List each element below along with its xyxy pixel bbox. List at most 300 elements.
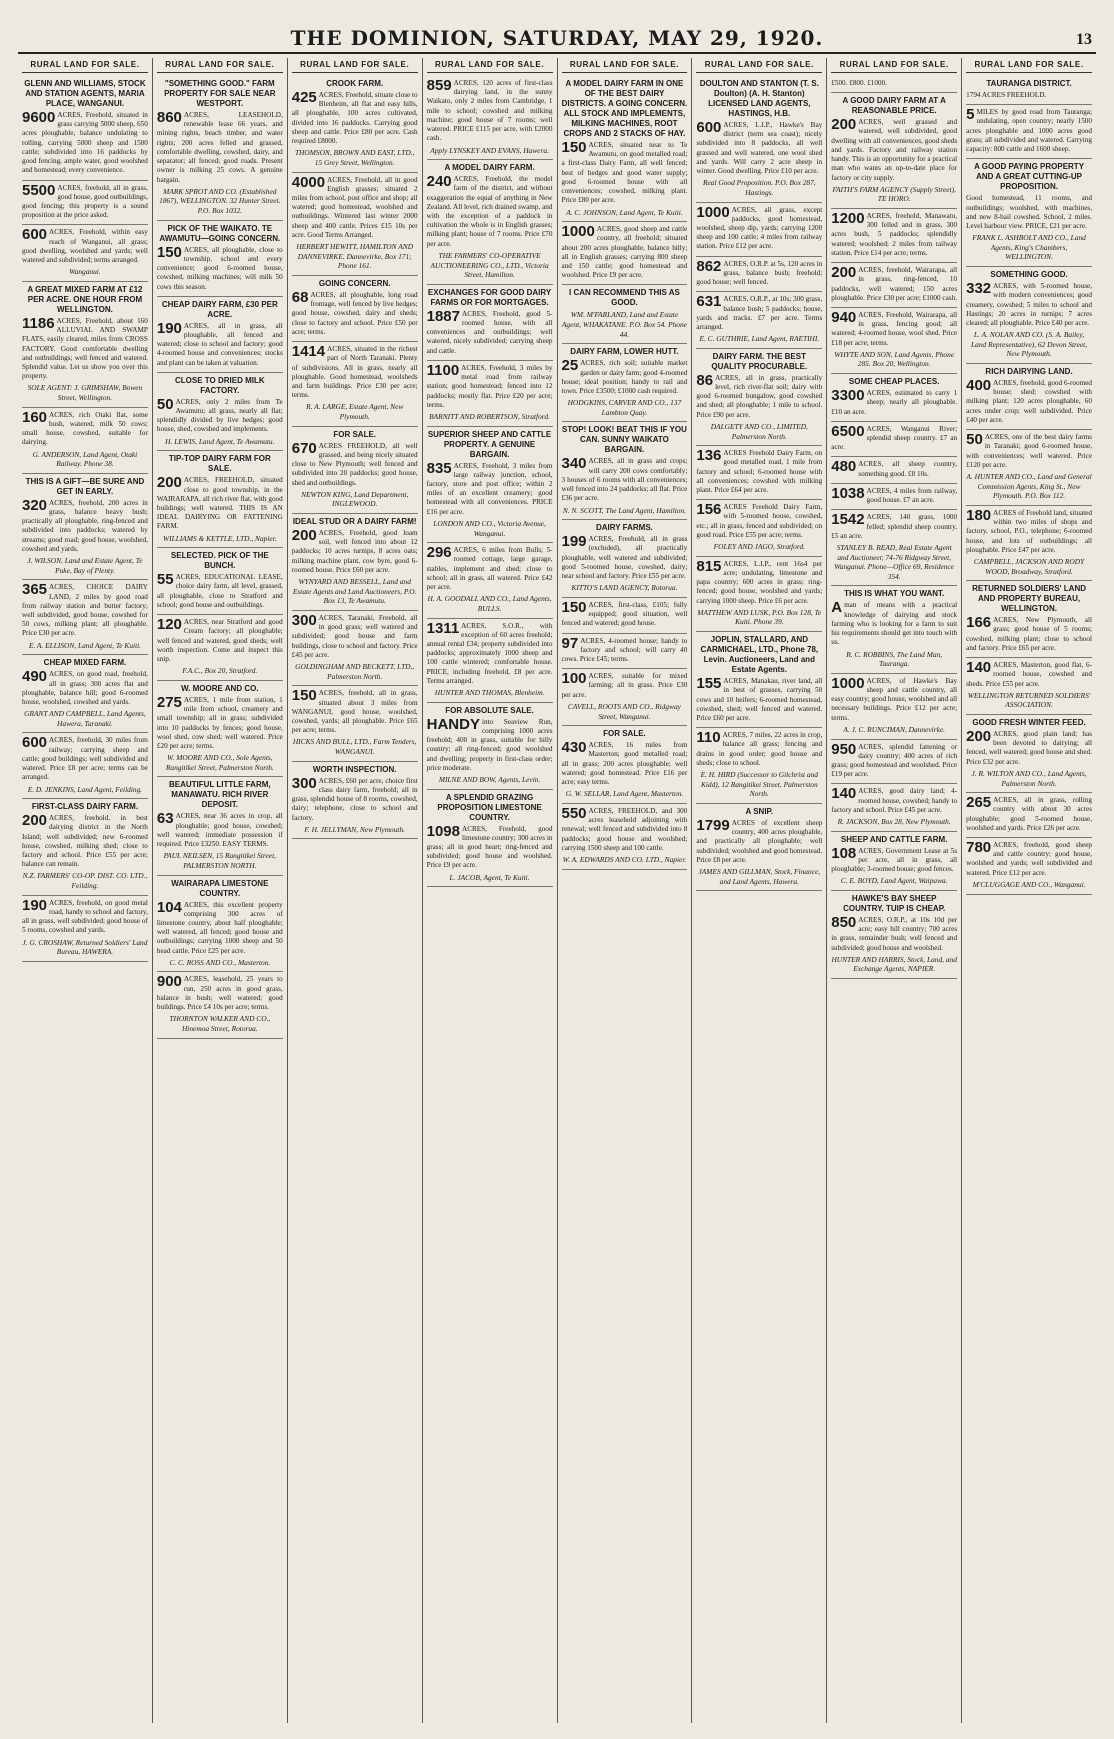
ad-body (966, 282, 1092, 328)
ad-lead-figure: 1414 (291, 343, 326, 361)
ad-lead-figure: 140 (831, 785, 857, 803)
ad-body (696, 449, 822, 495)
column-heading: RURAL LAND FOR SALE. (562, 58, 688, 73)
ad-text: ACRES, one of the best dairy farms in Taranaki; good 6-roomed house, with conveniences; well watered. Price £120 per acre. (966, 433, 1092, 469)
ad-agent: WYNYARD AND BESSELL, Land and Estate Agents and Land Auctioneers, P.O. Box 13, Te Awamutu. (292, 577, 417, 606)
ad-headline: GLENN AND WILLIAMS, STOCK AND STATION AGENTS, MARIA PLACE, WANGANUI. (24, 79, 146, 108)
ad-body (696, 677, 822, 723)
ad-body (696, 295, 822, 332)
ad-agent: WILLIAMS & KETTLE, LTD., Napier. (163, 533, 277, 543)
column-heading: RURAL LAND FOR SALE. (831, 58, 957, 73)
ad-text: ACRES, Freehold, good loam soil, well fenced into about 12 paddocks; 10 acres turnips, 8 acres oats; milking machine plant, cow byre, good 6-roomed house. Price £60 per acre. (291, 528, 418, 574)
ad-headline: IDEAL STUD OR A DAIRY FARM! (292, 516, 417, 526)
ad-text: ACRES, all in grass, all ploughable, all fenced and watered; close to school and factory; good 4-roomed house and conveniences; stocks and plant can be taken at valuation. (156, 321, 283, 367)
classified-ad (831, 457, 957, 483)
ad-text: ACRES, splendid fattening or dairy country; 400 acres of rich grass; good homestead and woolshed. Price £19 per acre. (831, 742, 958, 779)
ad-lead-figure: 365 (22, 581, 48, 599)
ad-lead-figure: 631 (696, 293, 722, 311)
ad-body (562, 535, 688, 581)
ad-lead-figure: 265 (966, 794, 992, 812)
ad-body (22, 228, 148, 265)
ad-lead-figure: A (831, 599, 843, 617)
ad-lead-figure: 5500 (22, 181, 56, 199)
classified-ad (427, 619, 553, 703)
column-8 (962, 58, 1096, 1723)
ad-agent: WM. M'FARLAND, Land and Estate Agent, WHAKATANE. P.O. Box 54. Phone 44. (561, 310, 687, 339)
ad-text: ACRES, 7 miles, 22 acres in crop, balance all grass; fencing and drains in good order; good house and sheds; close to school. (696, 731, 823, 767)
ad-lead-figure: HANDY (426, 715, 480, 733)
classified-ad (427, 285, 553, 361)
classified-ad (157, 615, 283, 681)
ad-text: ACRES, freehold, in best dairying district in the North Island; well subdivided; new 6-roomed house, cowshed, milking shed; close to factory and school. Price £55 per acre; balance can remain. (22, 814, 148, 869)
ad-agent: THORNTON WALKER AND CO., Hinemoa Street, Rotorua. (169, 1014, 271, 1033)
ad-agent: FRANK L. ASHBOLT AND CO., Land Agents, King's Chambers, WELLINGTON. (972, 233, 1086, 262)
ad-body (22, 181, 148, 221)
classified-ad (831, 674, 957, 740)
ad-text: ACRES, situated in the richest part of North Taranaki. Plenty of subdivisions. All in grass, nearly all ploughable. Good homestead, woolsheds and farm buildings. Price £30 per acre; terms. (291, 345, 418, 400)
ad-body (831, 913, 958, 953)
ad-text: ACRES, all grass, except paddocks, good homestead, woolshed, sheep dip, yards; carrying 1200 sheep and 100 cattle; 4 miles from railway station. Price £12 per acre. (696, 205, 823, 251)
classified-ad (696, 557, 822, 632)
ad-lead-figure: 1887 (426, 307, 460, 325)
ad-body (831, 118, 957, 183)
ad-agent: Apply LYNSKEY AND EVANS, Hawera. (430, 145, 549, 155)
classified-ad (562, 634, 688, 670)
ad-headline: "SOMETHING GOOD." FARM PROPERTY FOR SALE NEAR WESTPORT. (164, 79, 276, 108)
ad-body (22, 814, 148, 869)
ad-headline: A GOOD DAIRY FARM AT A REASONABLE PRICE. (842, 96, 946, 116)
ad-body (157, 975, 283, 1012)
classified-ad (427, 543, 553, 618)
ad-lead-figure: 490 (22, 668, 48, 686)
ad-body (831, 601, 957, 647)
ad-agent: GRANT AND CAMPBELL, Land Agents, Hawera, Taranaki. (24, 709, 146, 728)
ad-body (831, 389, 957, 417)
ad-text: £500. £800. £1000. (831, 79, 887, 87)
classified-ad (831, 891, 957, 979)
classified-ad (157, 777, 283, 875)
ad-text: ACRES, EDUCATIONAL LEASE, choice dairy farm, all level, grassed, all ploughable, close to Stratford and school; good house and outbuildings. (156, 573, 283, 609)
ad-headline: WAIRARAPA LIMESTONE COUNTRY. (171, 878, 269, 898)
ad-text: ACRES, well grassed and watered, well subdivided, good dwelling with all conveniences, good sheds and yards. Factory and railway station handy. This is an opportunity for a practical man who wants an up-to-date place for factory or city supply. (831, 118, 958, 182)
ad-body (291, 526, 418, 575)
ad-body (831, 513, 957, 541)
ad-lead-figure: 296 (426, 544, 452, 562)
classified-ad (696, 349, 822, 446)
ad-headline: GOING CONCERN. (318, 278, 391, 288)
ad-text: ACRES, O.R.P., at 10s; 300 grass, balance bush; 5 paddocks; house, yards and tracks. £7 per acre. Terms arranged. (696, 295, 823, 331)
ad-text: ACRES, rich soil; suitable market garden or dairy farm; good 4-roomed house; ideal position; handy to rail and town. Price £3500; £1000 cash required. (561, 359, 688, 395)
ad-text: ACRES, Freehold, 3 miles from large railway junction, school, factory, store and post office; within 2 miles of an excellent creamery; good homestead with all conveniences. PRICE £16 per acre. (426, 461, 553, 516)
ad-text: ACRES, freehold, all in grass, good house, good outbuildings, good fencing; this property is a sound proposition at the price asked. (22, 183, 148, 220)
ad-text: ACRES, with 5-roomed house, with modern conveniences; good creamery, cowshed; 5 miles to school and Hastings; 20 acres in turnips; 7 acres cleared; all ploughable. Price £40 per acre. (966, 282, 1092, 327)
ad-lead-figure: 155 (696, 675, 722, 693)
ad-lead-figure: 275 (156, 693, 182, 711)
ad-lead-figure: 100 (561, 670, 587, 688)
ad-headline: EXCHANGES FOR GOOD DAIRY FARMS OR FOR MORTGAGES. (427, 287, 552, 307)
ad-lead-figure: 200 (831, 264, 857, 282)
ad-text: ACRES, Freehold, situated in grass carrying 5000 sheep, 650 acres ploughable, balance undulating to rolling, carrying 5000 sheep and 1500 cattle; subdivided into 16 paddocks by good fencing, ample water, good woolshed and homestead; every convenience. (22, 111, 148, 175)
classified-ad (22, 282, 148, 408)
ad-body (831, 212, 957, 258)
classified-ad (157, 76, 283, 221)
ad-body (562, 672, 688, 700)
classified-ad (427, 76, 553, 160)
ad-headline: DOULTON AND STANTON (T. S. Doulton) (A. H. Stanton) LICENSED LAND AGENTS, HASTINGS, H.B. (699, 79, 819, 118)
ad-agent: LONDON AND CO., Victoria Avenue, Wanganui. (433, 518, 546, 538)
ad-agent: WELLINGTON RETURNED SOLDIERS' ASSOCIATION. (967, 690, 1091, 710)
ad-text: ACRES, LEASEHOLD, renewable lease 66 years, and mining rights, beach timber, and water rights; 200 acres felled and grassed, comfortable dwelling, cowshed, dairy, and separator; all fenced; good roads. Present owner is milking 25 cows. A genuine bargain. (156, 111, 283, 184)
ad-headline: A GREAT MIXED FARM AT £12 PER ACRE. ONE HOUR FROM WELLINGTON. (27, 284, 143, 314)
classified-ad (831, 832, 957, 891)
ad-text: ACRES, Government Lease at 5s per acre, all in grass, all ploughable; 3-roomed house; good fences. (831, 846, 958, 874)
ad-text: ACRES, all in grass, practically level, rich river-flat soil; dairy with good 6-roomed bungalow, good cowshed and shed; all ploughable; 1 mile to school. Price £90 per acre. (696, 373, 823, 419)
classified-ad (562, 669, 688, 726)
ad-body (696, 731, 822, 768)
classified-ad (292, 427, 418, 514)
ad-headline: SHEEP AND CATTLE FARM. (840, 834, 948, 844)
ad-lead-figure: 200 (831, 116, 857, 134)
ad-text: into Seaview Run, comprising 1000 acres freehold; 400 in grass, suitable for hilly country; all ring-fenced; good woolshed and dwelling; property in first-class order; price moderate. (426, 717, 553, 772)
classified-ad (831, 374, 957, 422)
ad-lead-figure: 86 (696, 371, 714, 389)
classified-ad (966, 159, 1092, 267)
classified-ad (696, 500, 822, 557)
ad-agent: THOMSON, BROWN AND EAST, LTD., 15 Grey Street, Wellington. (294, 148, 415, 167)
ad-text: 1794 ACRES FREEHOLD. (966, 91, 1047, 99)
ad-body (22, 408, 148, 448)
ad-lead-figure: 480 (831, 458, 857, 476)
ad-text: ACRES, 16 miles from Masterton; good metalled road; all in grass; 200 acres ploughable; well watered; good homestead. Price £16 per acre; easy terms. (561, 741, 688, 786)
column-heading: RURAL LAND FOR SALE. (696, 58, 822, 73)
ad-agent: FOLEY AND JAGO, Stratford. (713, 542, 805, 552)
ad-text: ACRES, FREEHOLD, situated close to good township, in the WAIRARAPA, all rich river flat, with good buildings; well watered. THIS IS AN IDEAL DAIRYING OR FATTENING FARM. (156, 476, 283, 531)
ad-body (22, 670, 148, 707)
ad-body (696, 503, 822, 540)
classified-ad (966, 76, 1092, 105)
ad-agent: L. A. NOLAN AND CO. (S. A. Bailey, Land Representative), 62 Devon Street, New Plymouth. (971, 330, 1088, 359)
ad-text: ACRES, all ploughable, long road frontage, well fenced by live hedges; good house, cowshed, dairy and sheds; close to factory and school. Price £50 per acre; terms. (291, 290, 418, 336)
classified-ad (966, 364, 1092, 430)
ad-lead-figure: 104 (156, 898, 182, 916)
ad-agent: N. N. SCOTT, The Land Agent, Hamilton. (562, 505, 686, 515)
ad-body (426, 619, 553, 687)
ad-agent: A. C. JOHNSON, Land Agent, Te Kuiti. (566, 207, 683, 217)
ad-body (426, 822, 553, 871)
classified-ad (966, 105, 1092, 159)
ad-headline: FIRST-CLASS DAIRY FARM. (31, 802, 139, 812)
ad-headline: FOR SALE. (603, 729, 646, 739)
ad-text: ACRES Freehold Dairy Farm, with 5-roomed house, cowshed, etc.; all in grass, fenced and subdivided; on good road. Price £55 per acre; terms. (696, 503, 823, 539)
ad-agent: A. J. C. RUNCIMAN, Dannevirke. (843, 724, 945, 734)
ad-lead-figure: 55 (156, 571, 174, 589)
ad-lead-figure: 862 (696, 257, 722, 275)
ad-lead-figure: 600 (696, 119, 722, 136)
ad-body (696, 203, 823, 252)
classified-ad (157, 373, 283, 452)
ad-body (966, 841, 1092, 878)
classified-ad (292, 76, 418, 173)
ad-body (831, 422, 958, 453)
ad-agent: J. G. CROSHAW, Returned Soldiers' Land Bureau, HAWERA. (22, 937, 148, 957)
ad-lead-figure: 550 (561, 804, 587, 822)
classified-ad (831, 784, 957, 831)
ad-body (156, 898, 283, 956)
ad-body (696, 257, 823, 288)
ad-text: ACRES, O.R.P. at 5s, 120 acres in grass, balance bush; freehold; good house; well fenced. (696, 259, 823, 287)
ad-text: ACRES, first-class, £105; fully equipped; good situation, well fenced and watered; good house. (561, 600, 688, 628)
ad-body (427, 546, 553, 592)
ad-lead-figure: 1311 (426, 619, 460, 637)
ad-body (426, 307, 553, 356)
ad-lead-figure: 156 (696, 501, 722, 519)
classified-ad (157, 548, 283, 615)
ad-body (696, 371, 823, 420)
ad-text: ACRES, freehold, Wairarapa, all in grass, ring-fenced, 10 paddocks, well watered; 150 acres ploughable. Price £30 per acre; £1000 cash. (831, 266, 958, 302)
ad-headline: SOMETHING GOOD. (990, 270, 1068, 280)
classified-ad (831, 510, 957, 586)
ad-text: ACRES, Freehold, situate close to Blenheim, all flat and easy hills, all ploughable, 100 acres cultivated, divided into 16 paddocks. Carrying good sheep and cattle. Price £80 per acre. Cash required £8000. (291, 91, 418, 146)
ad-headline: TAURANGA DISTRICT. (986, 79, 1072, 88)
classified-ad (831, 209, 957, 263)
ad-agent: PAUL NEILSEN, 15 Rangitikei Street, PALMERSTON NORTH. (163, 851, 276, 870)
ad-agent: KITTO'S LAND AGENCY, Rotorua. (571, 583, 678, 593)
classified-ad (966, 715, 1092, 793)
ad-lead-figure: 6500 (831, 422, 865, 440)
classified-ad (831, 308, 957, 374)
ad-lead-figure: 108 (831, 844, 857, 862)
column-1 (18, 58, 153, 1723)
ad-body (156, 693, 283, 751)
ad-agent: CAVELL, ROOTS AND CO., Ridgway Street, Wanganui. (567, 701, 681, 721)
ad-headline: JOPLIN, STALLARD, AND CARMICHAEL, LTD., Phone 78, Levin. Auctioneers, Land and Estate Agents. (700, 635, 819, 675)
classified-ad (562, 76, 688, 222)
ad-text: ACRES Freehold Dairy Farm, on good metalled road, 1 mile from factory and school; 6-roomed house with all conveniences; cowshed with milking plant. Price £64 per acre. (696, 449, 823, 495)
classified-ad (966, 658, 1092, 715)
ad-agent: G. W. SELLAR, Land Agent, Masterton. (565, 789, 684, 799)
ad-headline: SOME CHEAP PLACES. (848, 377, 940, 387)
ad-lead-figure: 1542 (831, 511, 865, 529)
ad-lead-figure: 5 (966, 106, 975, 124)
ad-agent: MARK SPROT AND CO. (Established 1867), WELLINGTON. 32 Hunter Street. P.O. Box 1032. (159, 186, 281, 215)
ad-body (426, 715, 553, 773)
ad-lead-figure: 240 (426, 173, 452, 191)
ad-lead-figure: 1000 (561, 223, 595, 241)
ad-lead-figure: 200 (291, 526, 317, 544)
ad-text: ACRES, freehold, 30 miles from railway; carrying sheep and cattle; good buildings; well subdivided and watered. Price £8 per acre; terms can be arranged. (22, 736, 148, 782)
ad-body (156, 319, 283, 368)
classified-ad (427, 703, 553, 790)
classified-ad (427, 790, 553, 888)
ad-body (156, 243, 283, 292)
ad-text: ACRES, 120 acres of first-class dairying land, in the sunny Waikato, only 2 miles from Cambridge, 1 mile to school; cowshed and milking machine; good house of 7 rooms; well watered. PRICE £115 per acre, with £2000 cash. (426, 79, 553, 143)
column-heading: RURAL LAND FOR SALE. (292, 58, 418, 73)
ad-text: ACRES, Freehold, good 5-roomed house, with all conveniences and outbuildings; well watered, nicely subdivided; carrying sheep and cattle. (426, 309, 553, 355)
column-4 (423, 58, 558, 1723)
ad-lead-figure: 150 (291, 687, 317, 705)
ad-agent: Real Good Proposition. P.O. Box 287, Hastings. (702, 178, 816, 197)
classified-ad (831, 484, 957, 510)
ad-agent: N.Z. FARMERS' CO-OP. DIST. CO. LTD., Feilding. (22, 871, 148, 891)
ad-lead-figure: 50 (156, 395, 174, 413)
ad-headline: DAIRY FARM. THE BEST QUALITY PROCURABLE. (711, 351, 808, 371)
ad-agent: HUNTER AND THOMAS, Blenheim. (434, 688, 545, 698)
ad-body (831, 460, 957, 478)
ad-agent: G. ANDERSON, Land Agent, Otaki Railway. Phone 38. (32, 449, 138, 469)
ad-lead-figure: 68 (291, 288, 309, 306)
classified-ad (427, 361, 553, 427)
ad-lead-figure: 425 (291, 89, 317, 106)
ad-text: ACRES of Freehold land, situated within two miles of shops and factory, school, P.O., telephone; 6-roomed house, and lots of outbuildings; all ploughable. Price £47 per acre. (966, 508, 1092, 554)
ad-headline: DAIRY FARMS. (595, 523, 653, 533)
ad-body (966, 796, 1092, 833)
ad-lead-figure: 1186 (22, 314, 55, 332)
ad-body (292, 689, 418, 735)
classified-ad (831, 263, 957, 308)
ad-body (966, 616, 1092, 653)
ad-text: ACRES, of Hawke's Bay sheep and cattle country, all easy country; good house, woolshed and all necessary buildings. Price £12 per acre; terms. (831, 676, 958, 722)
ad-lead-figure: 166 (966, 614, 992, 632)
column-6 (692, 58, 827, 1723)
ad-body (831, 266, 957, 303)
ad-agent: H. A. GOODALL AND CO., Land Agents, BULLS. (427, 594, 552, 613)
ad-text: ACRES, Freehold, Wairarapa, all in grass, fencing good; all watered; 4-roomed house, wool shed. Price £18 per acre; terms. (831, 310, 958, 347)
ad-headline: A MODEL DAIRY FARM. (444, 163, 535, 173)
ad-headline: STOP! LOOK! BEAT THIS IF YOU CAN. SUNNY WAIKATO BARGAIN. (561, 425, 687, 455)
ad-body (561, 598, 688, 629)
classified-ad (22, 76, 148, 181)
ad-text: ACRES, rich Otaki flat, some bush, watered, milk 50 cows; small house, cowshed, suitable for dairying. (22, 410, 148, 447)
ad-text: ACRES, 1 mile from station, 1 mile from school, creamery and small township; all in grass; subdivided into 10 paddocks by fences; good house, wool shed, cow shed; well watered. Price £20 per acre; terms. (156, 695, 283, 750)
classified-ad (22, 408, 148, 474)
ad-lead-figure: 1799 (696, 816, 730, 834)
ad-headline: A GOOD PAYING PROPERTY AND A GREAT CUTTING-UP PROPOSITION. (974, 162, 1085, 192)
ad-body (22, 736, 148, 782)
ad-lead-figure: 190 (22, 896, 48, 914)
ad-agent: NEWTON KING, Land Department, INGLEWOOD. (301, 489, 409, 509)
ad-agent: HERBERT HEWITT, HAMILTON AND DANNEVIRKE. Dannevirke, Box 171; Phone 161. (296, 242, 414, 271)
ad-lead-figure: 180 (966, 506, 992, 524)
ad-lead-figure: 200 (966, 728, 992, 745)
ad-text: ACRES, L.I.P., rent 16s4 per acre; undulating, limestone and papa country; 600 acres in grass; ring-fenced; good house, woolshed and yards; carrying 1000 sheep. Price £6 per acre. (696, 559, 823, 605)
classified-ad (966, 838, 1092, 895)
classified-ad (292, 276, 418, 342)
ad-text: ACRES, Freehold, good limestone country; 300 acres in grass; all in good heart; ring-fenced and subdivided; good house and woolshed. Price £9 per acre. (426, 824, 553, 870)
classified-ad (696, 292, 822, 349)
ad-text: ACRES, this excellent property comprising 300 acres of limestone country, about half ploughable; well watered, all fenced; good house and outbuildings; carrying 1000 sheep and 50 head cattle. Price £25 per acre. (156, 900, 283, 955)
ad-text: ACRES, freehold, 200 acres in grass, balance heavy bush; practically all ploughable, ring-fenced and subdivided into paddocks; watered by streams; good road; good house, woolshed, cowshed and yards. (22, 498, 148, 553)
ad-text: ACRES, all in grass, rolling country with about 30 acres ploughable; good 5-roomed house, woolshed and yards. Price £26 per acre. (966, 796, 1092, 832)
ad-headline: RICH DAIRYING LAND. (985, 367, 1073, 377)
ad-text: ACRES, Freehold, all in grass (excluded), all practically ploughable, well watered and subdivided; good 5-roomed house, cowshed, dairy; near school and factory. Price £55 per acre. (561, 535, 688, 581)
ad-agent: MATTHEW AND LUSK, P.O. Box 128, Te Kuiti. Phone 39. (697, 607, 822, 627)
ad-headline: HAWKE'S BAY SHEEP COUNTRY. TUIP IS CHEAP. (843, 893, 946, 913)
ad-lead-figure: 950 (831, 740, 857, 758)
ad-agent: A. HUNTER AND CO., Land and General Commission Agents, King St., New Plymouth. P.O. Box 112. (966, 472, 1092, 501)
ad-headline: BEAUTIFUL LITTLE FARM, MANAWATU. RICH RIVER DEPOSIT. (169, 780, 271, 810)
classified-ad (831, 740, 957, 785)
ad-agent: L. JACOB, Agent, Te Kuiti. (449, 872, 530, 882)
ad-lead-figure: 850 (831, 913, 857, 931)
ad-lead-figure: 150 (156, 243, 182, 261)
ad-lead-figure: 900 (156, 973, 182, 991)
classified-ad (562, 520, 688, 598)
ad-agent: JAMES AND GILLMAN, Stock, Finance, and Land Agents, Hawera. (698, 867, 821, 886)
ad-headline: THIS IS A GIFT—BE SURE AND GET IN EARLY. (25, 476, 145, 496)
ad-agent: HUNTER AND HARRIS, Stock, Land, and Exchange Agents, NAPIER. (831, 954, 957, 974)
ad-body (831, 787, 957, 815)
ad-text: ACRES, leasehold, 25 years to run, 250 acres in good grass, balance in bush; well watered; good buildings. Price £4 10s per acre; terms. (156, 975, 283, 1012)
ad-body (157, 111, 283, 185)
column-heading: RURAL LAND FOR SALE. (427, 58, 553, 73)
classified-ad (696, 632, 822, 728)
ad-lead-figure: 320 (22, 496, 48, 514)
classified-ad (831, 422, 957, 458)
ad-text: MILES by good road from Tauranga; undulating, open country; nearly 1500 acres ploughable and 1000 acres good grass; all subdivided and watered. Carrying capacity: 800 cattle and 1600 sheep. (966, 108, 1092, 154)
ad-body (426, 459, 553, 517)
ad-agent: MILNE AND BOW, Agents, Levin. (438, 774, 541, 784)
ad-lead-figure: 670 (291, 439, 317, 457)
ad-lead-figure: 835 (426, 459, 452, 477)
ad-headline: CHEAP MIXED FARM. (43, 658, 127, 668)
ad-lead-figure: 136 (696, 447, 722, 465)
ad-text: ACRES, Taranaki, Freehold, all in good grass; well watered and subdivided; good house and farm buildings, close to school and factory. Price £45 per acre. (291, 613, 418, 659)
classified-ad (157, 876, 283, 973)
ad-text: ACRES, Freehold, about 160 ALLUVIAL AND SWAMP FLATS, easily cleared, miles from CROSS FACTORY. Good comfortable dwelling and outbuildings; well fenced and watered. Splendid value. Let us show you over this property. (22, 316, 148, 381)
classified-ad (427, 160, 553, 285)
classified-ad (292, 611, 418, 686)
advert-columns (18, 58, 1096, 1723)
classified-ad (696, 257, 822, 293)
ad-headline: FOR ABSOLUTE SALE. (445, 705, 534, 715)
classified-ad (562, 344, 688, 422)
ad-lead-figure: 600 (22, 226, 48, 244)
classified-ad (157, 681, 283, 778)
ad-body (966, 379, 1092, 425)
ad-lead-figure: 97 (561, 634, 579, 652)
ad-agent: C. E. BOYD, Land Agent, Waipawa. (840, 876, 948, 886)
ad-text: ACRES, good plain land; has been devoted to dairying; all fenced, well watered; good house and shed. Price £32 per acre. (966, 730, 1092, 766)
ad-text: ACRES, freehold, on good metal road, handy to school and factory, all in grass, well subdivided; good house of 5 rooms, cowshed and yards. (22, 898, 148, 935)
ad-agent: R. C. ROBBINS, The Land Man, Tauranga. (846, 649, 943, 669)
ad-body (966, 194, 1092, 231)
classified-ad (562, 598, 688, 634)
ad-agent: F.A.C., Box 20, Stratford. (182, 666, 258, 676)
ad-text: ACRES of excellent sheep country, 400 acres ploughable, and practically all ploughable; well subdivided; woolshed and good homestead. Price £8 per acre. (696, 818, 823, 864)
ad-body (966, 661, 1092, 689)
ad-body (562, 457, 688, 503)
ad-text: ACRES, Freehold, all in good English grasses; situated 2 miles from school, post office and shop; all watered; good homestead, woolshed and outbuildings. Wintered last winter 2000 sheep and 400 cattle. Prices £15 10s per acre. Good Terms Arranged. (291, 175, 418, 239)
classified-ad (831, 93, 957, 209)
ad-body (22, 111, 148, 176)
ad-body (831, 308, 958, 348)
ad-lead-figure: 150 (561, 598, 587, 616)
ad-body (22, 314, 148, 382)
ad-lead-figure: 9600 (22, 109, 56, 126)
ad-agent: E. H. HIRD (Successor to Gilchrist and Kidd), 12 Rangitikei Street, Palmerston North. (700, 770, 819, 799)
ad-headline: SUPERIOR SHEEP AND CATTLE PROPERTY. A GENUINE BARGAIN. (427, 429, 552, 459)
ad-body (22, 896, 148, 936)
ad-headline: SELECTED. PICK OF THE BUNCH. (170, 551, 269, 571)
classified-ad (966, 430, 1092, 506)
ad-text: ACRES, good sheep and cattle country, all freehold; situated about 200 acres ploughable, balance hilly; all in English grasses; carrying 800 sheep and 150 cattle; good homestead and woolshed. Price £9 per acre. (561, 225, 688, 280)
ad-lead-figure: 780 (966, 839, 992, 856)
ad-lead-figure: 140 (966, 659, 992, 677)
classified-ad (696, 804, 822, 891)
ad-lead-figure: 50 (966, 431, 983, 449)
classified-ad (22, 896, 148, 962)
ad-lead-figure: 600 (22, 734, 48, 752)
